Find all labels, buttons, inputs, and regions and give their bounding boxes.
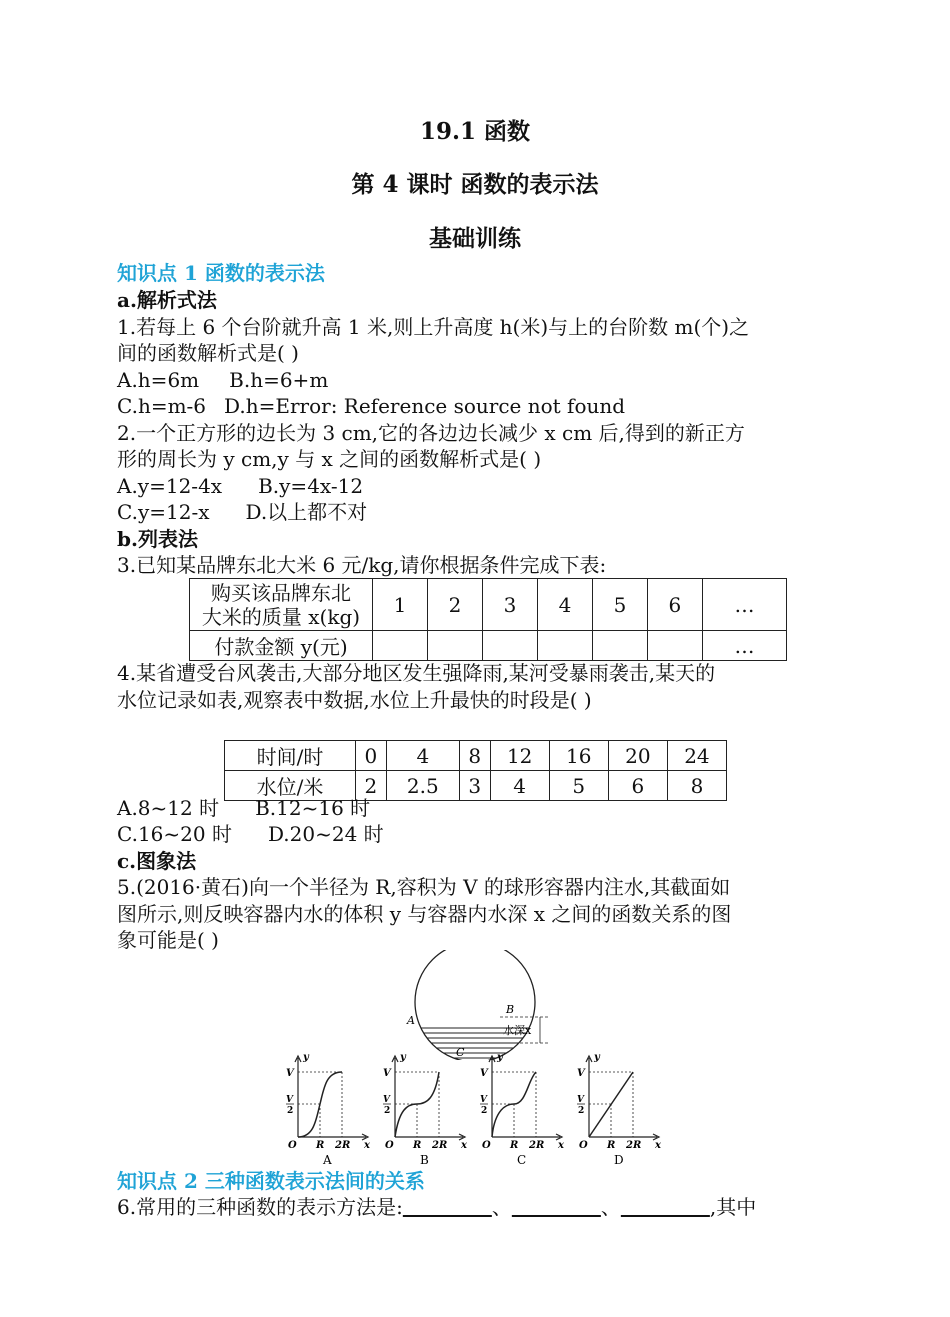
graph-caption: C	[517, 1153, 527, 1167]
q3-header-payment: 付款金额 y(元)	[190, 631, 373, 661]
q1-option-d: D.h=Error: Reference source not found	[224, 394, 626, 418]
function-curve	[492, 1072, 536, 1137]
v-half-numerator: V	[480, 1095, 487, 1105]
r-label: R	[510, 1140, 519, 1151]
v-half-numerator: V	[383, 1095, 390, 1105]
q4-option-c: C.16~20 时	[117, 822, 232, 846]
q4-level: 8	[667, 771, 726, 801]
point-a-label: A	[407, 1014, 415, 1027]
v-half-denominator: 2	[578, 1106, 585, 1116]
q2-options-ab	[117, 473, 835, 499]
q4-option-a: A.8~12 时	[117, 796, 220, 820]
sphere-outline	[415, 950, 535, 1060]
q3-col: 2	[427, 579, 482, 631]
q2-options-cd	[117, 499, 835, 525]
q1-option-b: B.h=6+m	[229, 368, 329, 392]
q5-line2: 图所示,则反映容器内水的体积 y 与容器内水深 x 之间的函数关系的图	[117, 902, 732, 926]
two-r-label: 2R	[335, 1140, 351, 1151]
lesson-title: 第 4 课时 函数的表示法	[351, 171, 599, 198]
q4-time: 24	[667, 741, 726, 771]
q2-option-d: D.以上都不对	[245, 500, 368, 524]
r-label: R	[607, 1140, 616, 1151]
subhead-c: c.图象法	[117, 849, 197, 873]
q2-option-c: C.y=12-x	[117, 500, 210, 524]
v-label: V	[577, 1068, 585, 1079]
q2-line2: 形的周长为 y cm,y 与 x 之间的函数解析式是( )	[117, 447, 542, 471]
function-curve	[395, 1072, 439, 1137]
x-axis-label: x	[364, 1140, 370, 1151]
q3-col: …	[702, 579, 786, 631]
q3-col: 6	[647, 579, 702, 631]
graph-option-c	[474, 1050, 569, 1168]
two-r-label: 2R	[432, 1140, 448, 1151]
q4-level: 2	[356, 771, 387, 801]
graph-caption: D	[614, 1153, 624, 1167]
q4-option-b: B.12~16 时	[255, 796, 371, 820]
subhead-b: b.列表法	[117, 527, 198, 551]
function-curve	[298, 1072, 342, 1137]
x-axis-label: x	[558, 1140, 564, 1151]
q5-line3: 象可能是( )	[117, 928, 219, 952]
q3-blank-cell[interactable]	[482, 631, 537, 661]
q1-line1: 1.若每上 6 个台阶就升高 1 米,则上升高度 h(米)与上的台阶数 m(个)之	[117, 315, 750, 339]
q3-header-mass: 购买该品牌东北 大米的质量 x(kg)	[190, 579, 373, 631]
subhead-a: a.解析式法	[117, 288, 217, 312]
q4-header-level: 水位/米	[225, 771, 356, 801]
q1-option-a: A.h=6m	[117, 368, 200, 392]
graph-caption: A	[323, 1153, 332, 1167]
v-half-numerator: V	[577, 1095, 584, 1105]
depth-label: 水深x	[503, 1024, 532, 1037]
origin-label: O	[385, 1140, 394, 1151]
knowledge-point-2: 知识点 2 三种函数表示法间的关系	[117, 1169, 425, 1193]
sphere-figure	[400, 950, 560, 1060]
water-level-table	[224, 740, 727, 801]
q3-blank-cell[interactable]	[647, 631, 702, 661]
q6-blank-3[interactable]	[621, 1195, 710, 1219]
origin-label: O	[579, 1140, 588, 1151]
q6-blank-2[interactable]	[512, 1195, 601, 1219]
q2-line1: 2.一个正方形的边长为 3 cm,它的各边边长减少 x cm 后,得到的新正方	[117, 421, 745, 445]
q2-option-a: A.y=12-4x	[117, 474, 223, 498]
q4-time: 0	[356, 741, 387, 771]
q1-option-c: C.h=m-6	[117, 394, 207, 418]
q4-time: 8	[459, 741, 490, 771]
v-half-numerator: V	[286, 1095, 293, 1105]
q4-line1: 4.某省遭受台风袭击,大部分地区发生强降雨,某河受暴雨袭击,某天的	[117, 661, 716, 685]
v-half-denominator: 2	[287, 1106, 294, 1116]
v-label: V	[286, 1068, 294, 1079]
q4-line2: 水位记录如表,观察表中数据,水位上升最快的时段是( )	[117, 688, 592, 712]
q1-line2: 间的函数解析式是( )	[117, 341, 299, 365]
r-label: R	[413, 1140, 422, 1151]
q3-blank-cell[interactable]	[537, 631, 592, 661]
v-label: V	[480, 1068, 488, 1079]
y-axis-label: y	[497, 1052, 503, 1063]
q4-level: 4	[490, 771, 549, 801]
q5-line1: 5.(2016·黄石)向一个半径为 R,容积为 V 的球形容器内注水,其截面如	[117, 875, 731, 899]
q3-blank-cell[interactable]	[592, 631, 647, 661]
graph-option-d	[571, 1050, 666, 1168]
graph-caption: B	[420, 1153, 429, 1167]
v-label: V	[383, 1068, 391, 1079]
x-axis-label: x	[655, 1140, 661, 1151]
q4-level: 3	[459, 771, 490, 801]
q4-level: 5	[549, 771, 608, 801]
training-title: 基础训练	[429, 225, 521, 252]
q3-col: 4	[537, 579, 592, 631]
q4-header-time: 时间/时	[225, 741, 356, 771]
q4-level: 2.5	[386, 771, 459, 801]
point-c-label: C	[456, 1046, 465, 1059]
q6-sep: 、	[491, 1195, 512, 1219]
q3-col: 5	[592, 579, 647, 631]
q4-time: 4	[386, 741, 459, 771]
q2-option-b: B.y=4x-12	[258, 474, 364, 498]
q6-text: 6.常用的三种函数的表示方法是:	[117, 1195, 403, 1219]
q4-option-d: D.20~24 时	[267, 822, 384, 846]
q3-col: 1	[373, 579, 428, 631]
y-axis-label: y	[303, 1052, 309, 1063]
function-curve	[589, 1072, 633, 1137]
q4-time: 12	[490, 741, 549, 771]
x-axis-label: x	[461, 1140, 467, 1151]
q1-options-ab	[117, 367, 835, 393]
q3-blank-cell[interactable]	[427, 631, 482, 661]
section-title: 19.1 函数	[419, 118, 531, 145]
q3-blank-cell[interactable]	[373, 631, 428, 661]
q3-text: 3.已知某品牌东北大米 6 元/kg,请你根据条件完成下表:	[117, 553, 607, 577]
q4-time: 16	[549, 741, 608, 771]
q4-level: 6	[608, 771, 667, 801]
y-axis-label: y	[400, 1052, 406, 1063]
two-r-label: 2R	[529, 1140, 545, 1151]
y-axis-label: y	[594, 1052, 600, 1063]
q1-options-cd	[117, 393, 835, 419]
q3-col: 3	[482, 579, 537, 631]
q6-end: ,其中	[709, 1195, 757, 1219]
q4-options-cd	[117, 821, 835, 847]
q3-last-cell: …	[702, 631, 786, 661]
answer-graphs	[280, 1050, 680, 1170]
point-b-label: B	[506, 1003, 515, 1016]
q4-options-ab	[117, 795, 835, 821]
r-label: R	[316, 1140, 325, 1151]
graph-option-b	[377, 1050, 472, 1168]
q6-sep: 、	[600, 1195, 621, 1219]
v-half-denominator: 2	[384, 1106, 391, 1116]
q6-line	[117, 1194, 835, 1220]
knowledge-point-1: 知识点 1 函数的表示法	[117, 261, 325, 285]
q4-time: 20	[608, 741, 667, 771]
origin-label: O	[482, 1140, 491, 1151]
graph-option-a	[280, 1050, 375, 1168]
v-half-denominator: 2	[481, 1106, 488, 1116]
q6-blank-1[interactable]	[403, 1195, 492, 1219]
rice-price-table	[189, 578, 787, 661]
two-r-label: 2R	[626, 1140, 642, 1151]
origin-label: O	[288, 1140, 297, 1151]
